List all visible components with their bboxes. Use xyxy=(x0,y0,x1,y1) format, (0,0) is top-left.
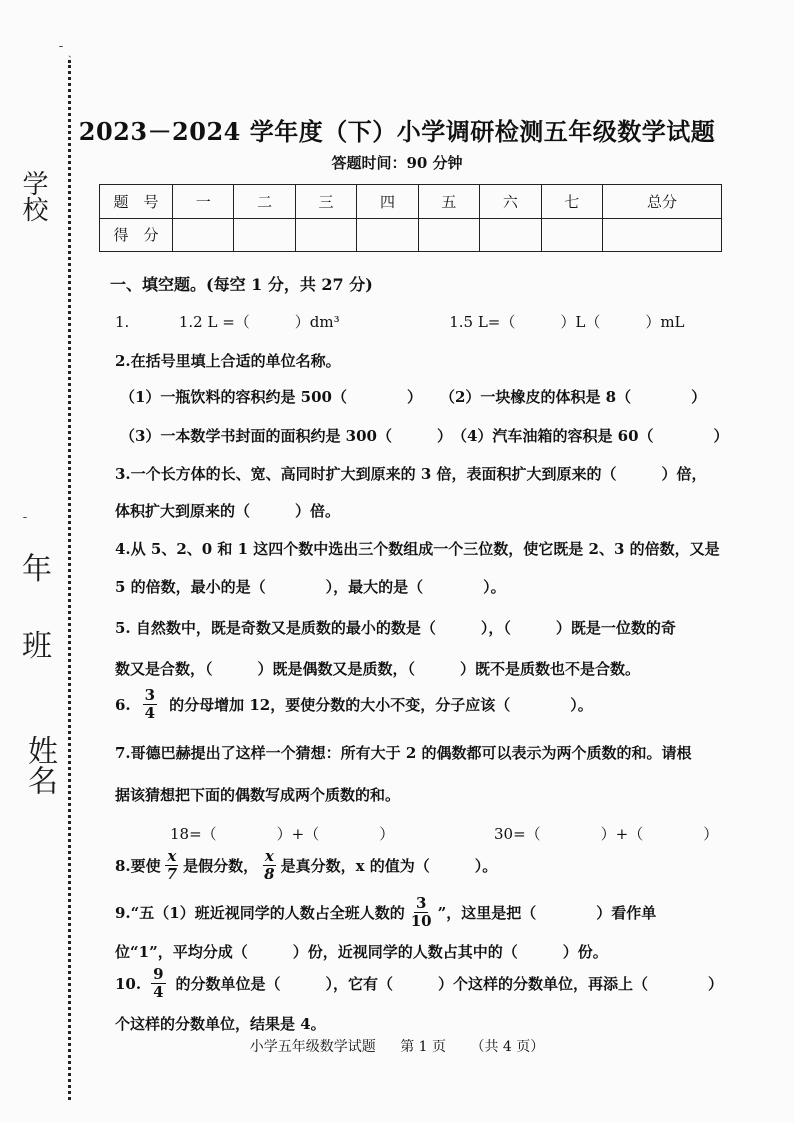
q1-part-a: 1.2 L =（ ）dm³ xyxy=(178,313,340,331)
question-8 xyxy=(115,848,497,884)
q10-text: 的分数单位是（ ），它有（ ）个这样的分数单位，再添上（ ） xyxy=(175,975,724,994)
score-table-header-row xyxy=(100,185,722,219)
score-cell[interactable] xyxy=(295,218,356,252)
question-5-line-2: 数又是合数，（ ）既是偶数又是质数，（ ）既不是质数也不是合数。 xyxy=(115,660,641,678)
col-6: 六 xyxy=(480,185,541,219)
fraction-denominator: 7 xyxy=(166,865,178,884)
binding-dotted-line xyxy=(68,60,71,1100)
q7-equation-1: 18=（ ）+（ ） xyxy=(170,825,395,843)
q6-text: 的分母增加 12，要使分数的大小不变，分子应该（ ）。 xyxy=(169,696,593,715)
score-cell[interactable] xyxy=(234,218,295,252)
footer-total: （共 4 页） xyxy=(470,1039,545,1055)
question-2: 2.在括号里填上合适的单位名称。 xyxy=(115,352,341,370)
q1-part-b: 1.5 L=（ ）L（ ）mL xyxy=(449,313,685,331)
section-heading: 一、填空题。(每空 1 分，共 27 分) xyxy=(110,275,373,294)
col-total: 总分 xyxy=(602,185,721,219)
col-5: 五 xyxy=(418,185,479,219)
q9-suffix: ”，这里是把（ ）看作单 xyxy=(437,904,657,923)
question-10-line-2: 个这样的分数单位，结果是 4。 xyxy=(115,1015,326,1033)
question-7-line-2: 据该猜想把下面的偶数写成两个质数的和。 xyxy=(115,786,401,804)
question-1 xyxy=(115,311,685,332)
q7-equation-2: 30=（ ）+（ ） xyxy=(494,825,719,843)
col-3: 三 xyxy=(295,185,356,219)
margin-mark: ˉ xyxy=(22,515,28,529)
corner-mark: ˉ ˎ xyxy=(58,44,72,58)
col-2: 二 xyxy=(234,185,295,219)
exam-duration: 答题时间：90 分钟 xyxy=(331,154,463,172)
question-6 xyxy=(115,687,593,723)
question-9-line-1 xyxy=(115,895,656,931)
question-7-line-1: 7.哥德巴赫提出了这样一个猜想：所有大于 2 的偶数都可以表示为两个质数的和。请根 xyxy=(115,744,692,762)
fraction-denominator: 10 xyxy=(410,912,432,931)
fraction-numerator: 3 xyxy=(144,686,156,704)
q9-fraction xyxy=(409,895,434,931)
score-cell[interactable] xyxy=(173,218,234,252)
fraction-numerator: 3 xyxy=(415,894,427,912)
row-label-question-no: 题 号 xyxy=(100,185,173,219)
score-cell[interactable] xyxy=(480,218,541,252)
question-10-line-1 xyxy=(115,966,723,1002)
fraction-denominator: 4 xyxy=(153,983,164,1002)
score-cell[interactable] xyxy=(602,218,721,252)
q2-part-1: （1）一瓶饮料的容积约是 500（ ） xyxy=(120,388,422,406)
score-cell[interactable] xyxy=(418,218,479,252)
question-4-line-2: 5 的倍数，最小的是（ ），最大的是（ ）。 xyxy=(115,578,506,596)
footer-title: 小学五年级数学试题 xyxy=(249,1039,376,1055)
q10-number: 10. xyxy=(115,974,142,993)
q2-part-3: （3）一本数学书封面的面积约是 300（ ） xyxy=(120,427,452,445)
question-4-line-1: 4.从 5、2、0 和 1 这四个数中选出三个数组成一个三位数，使它既是 2、3 的倍数，又是 xyxy=(115,540,720,558)
score-cell[interactable] xyxy=(357,218,418,252)
col-4: 四 xyxy=(357,185,418,219)
fraction-denominator: 4 xyxy=(144,704,156,723)
score-table-score-row xyxy=(100,218,722,252)
name-label: 姓名 xyxy=(22,735,57,795)
q8-middle: 是假分数， xyxy=(183,857,259,876)
q8-suffix: 是真分数，x 的值为（ ）。 xyxy=(280,857,498,876)
col-7: 七 xyxy=(541,185,602,219)
fraction-numerator: 9 xyxy=(153,965,164,983)
fraction-numerator: x xyxy=(167,847,177,865)
score-cell[interactable] xyxy=(541,218,602,252)
q8-fraction-2 xyxy=(262,848,276,884)
q9-prefix: 9.“五（1）班近视同学的人数占全班人数的 xyxy=(115,904,405,923)
q6-fraction xyxy=(143,687,157,723)
q2-part-4: （4）汽车油箱的容积是 60（ ） xyxy=(452,427,729,445)
q10-fraction xyxy=(151,966,165,1002)
row-label-score: 得 分 xyxy=(100,218,173,252)
page-footer xyxy=(0,1036,794,1056)
class-label: 班 xyxy=(22,629,52,664)
q8-fraction-1 xyxy=(165,848,179,884)
exam-title: 2023－2024 学年度（下）小学调研检测五年级数学试题 xyxy=(78,117,716,146)
question-3-line-2: 体积扩大到原来的（ ）倍。 xyxy=(115,502,341,520)
fraction-denominator: 8 xyxy=(264,865,275,884)
fraction-numerator: x xyxy=(264,847,274,865)
score-table xyxy=(99,184,722,252)
question-9-line-2: 位“1”，平均分成（ ）份，近视同学的人数占其中的（ ）份。 xyxy=(115,943,608,961)
q6-number: 6. xyxy=(115,695,131,714)
col-1: 一 xyxy=(173,185,234,219)
school-label: 学校 xyxy=(18,170,48,222)
q2-part-2: （2）一块橡皮的体积是 8（ ） xyxy=(440,388,707,406)
grade-label: 年 xyxy=(22,552,52,587)
question-5-line-1: 5. 自然数中，既是奇数又是质数的最小的数是（ ），（ ）既是一位数的奇 xyxy=(115,619,676,637)
q8-prefix: 8.要使 xyxy=(115,857,161,876)
question-3-line-1: 3.一个长方体的长、宽、高同时扩大到原来的 3 倍，表面积扩大到原来的（ ）倍， xyxy=(115,465,707,483)
footer-page: 第 1 页 xyxy=(400,1039,446,1055)
q1-number: 1. xyxy=(115,313,130,331)
